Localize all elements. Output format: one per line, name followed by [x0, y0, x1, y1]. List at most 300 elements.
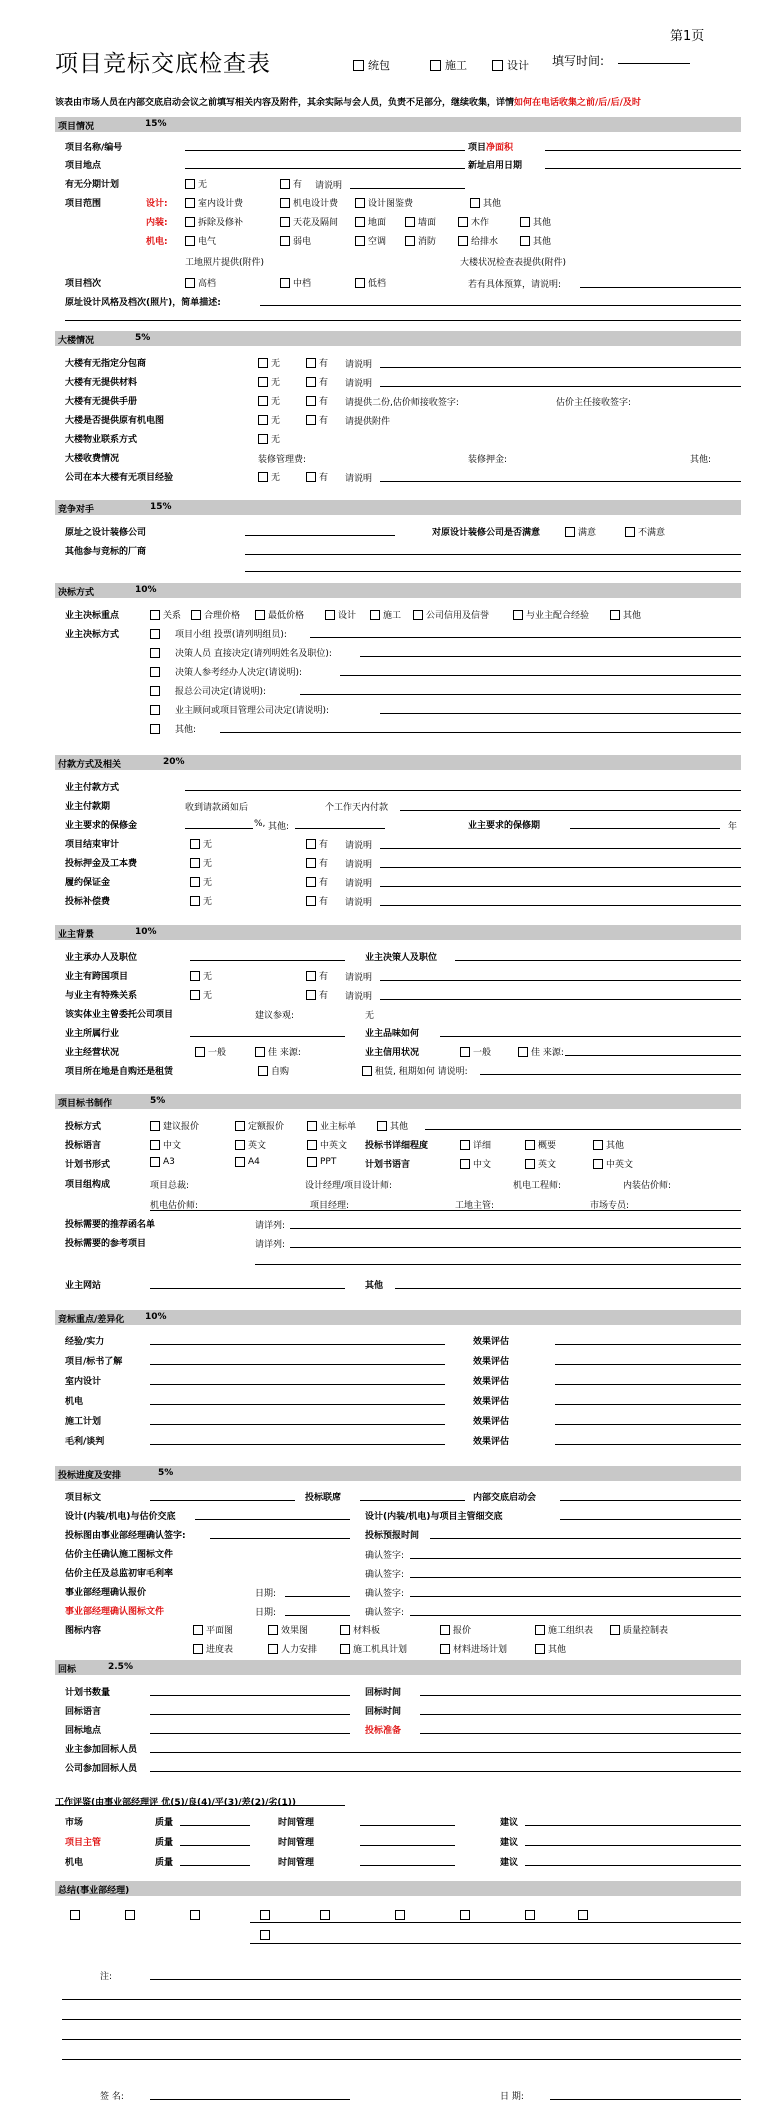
focus-2[interactable]: 合理价格 — [191, 608, 240, 621]
input-project-bid-doc[interactable] — [150, 1500, 295, 1501]
label-bid-language: 投标语言 — [65, 1141, 102, 1151]
label-project-name: 项目名称/编号 — [65, 143, 123, 153]
content-9[interactable]: 施工机具计划 — [340, 1642, 407, 1655]
input-plan-quantity[interactable] — [150, 1695, 350, 1696]
eval-row-market: 市场 — [65, 1818, 84, 1828]
building-r2-yes[interactable]: 有 — [306, 375, 328, 388]
input-design-detail-handover[interactable] — [560, 1519, 741, 1520]
scope-mep-2[interactable]: 弱电 — [280, 234, 311, 247]
method-2[interactable]: 决策人员 直接决定(请列明姓名及职位): — [150, 646, 332, 659]
input-owner-decision-maker[interactable] — [455, 960, 741, 961]
label-warranty: 业主要求的保修期 — [468, 821, 541, 831]
input-warranty[interactable] — [570, 828, 720, 829]
business-normal[interactable]: 一般 — [195, 1045, 226, 1058]
input-method-6[interactable] — [220, 732, 741, 733]
lang-en[interactable]: 英文 — [235, 1138, 266, 1151]
checkbox[interactable] — [430, 60, 441, 71]
format-a4[interactable]: A4 — [235, 1157, 260, 1167]
note-label: 注: — [100, 1972, 113, 1982]
type-option-construction[interactable]: 施工 — [430, 57, 467, 73]
focus-4[interactable]: 设计 — [325, 608, 356, 621]
scope-mep-3[interactable]: 空调 — [355, 234, 386, 247]
bond-yes[interactable]: 有 — [306, 875, 328, 888]
summary-check-5[interactable] — [320, 1910, 333, 1920]
payment-term-text-2: 个工作天内付款 — [325, 803, 389, 813]
confirm-sign-label: 确认签字: — [365, 1570, 405, 1580]
format-ppt[interactable]: PPT — [307, 1157, 336, 1167]
eval-row-mep: 机电 — [65, 1858, 84, 1868]
content-10[interactable]: 材料进场计划 — [440, 1642, 507, 1655]
content-5[interactable]: 施工组织表 — [535, 1623, 593, 1636]
relation-no[interactable]: 无 — [190, 988, 212, 1001]
input-estimator-sign[interactable] — [410, 1558, 741, 1559]
label-original-style: 原址设计风格及档次(照片)，简单描述: — [65, 298, 221, 308]
section-summary: 总结(事业部经理) — [55, 1881, 741, 1896]
label-plan-language: 计划书语言 — [365, 1160, 411, 1170]
input-retention-pct[interactable] — [185, 828, 253, 829]
input-mep-quality[interactable] — [180, 1865, 250, 1866]
note-line-3[interactable] — [62, 2019, 741, 2020]
summary-check-6[interactable] — [395, 1910, 408, 1920]
comp-yes[interactable]: 有 — [306, 894, 328, 907]
team-line — [150, 1210, 741, 1211]
fee-management: 装修管理费: — [258, 455, 307, 465]
label-phase-plan: 有无分期计划 — [65, 180, 120, 190]
input-deposit[interactable] — [380, 867, 741, 868]
content-7[interactable]: 进度表 — [193, 1642, 233, 1655]
checkbox[interactable] — [353, 60, 364, 71]
focus-5[interactable]: 施工 — [370, 608, 401, 621]
scope-design-label: 设计: — [146, 199, 168, 209]
input-relation[interactable] — [380, 999, 741, 1000]
input-pm-time[interactable] — [360, 1845, 455, 1846]
detail-full[interactable]: 详细 — [460, 1138, 491, 1151]
input-return-language[interactable] — [150, 1714, 350, 1715]
input-company-attendees[interactable] — [150, 1771, 741, 1772]
input-bond[interactable] — [380, 886, 741, 887]
input-building-r1[interactable] — [380, 367, 741, 368]
input-eval-5[interactable] — [555, 1424, 741, 1425]
summary-check-10[interactable] — [260, 1930, 273, 1940]
satisfied[interactable]: 满意 — [565, 525, 596, 538]
content-1[interactable]: 平面图 — [193, 1623, 233, 1636]
date-field[interactable] — [550, 2099, 741, 2100]
audit-no[interactable]: 无 — [190, 837, 212, 850]
input-budget[interactable] — [580, 287, 741, 288]
label-bid-type: 投标方式 — [65, 1122, 102, 1132]
multinational-no[interactable]: 无 — [190, 969, 212, 982]
building-r1-yes[interactable]: 有 — [306, 356, 328, 369]
bid-type-4[interactable]: 其他 — [377, 1119, 408, 1132]
label-owner-website: 业主网站 — [65, 1281, 102, 1291]
input-other-bidders-2[interactable] — [245, 571, 741, 572]
building-r7-no[interactable]: 无 — [258, 470, 280, 483]
label-quote-confirm: 事业部经理确认报价 — [65, 1588, 147, 1598]
section-bid-preparation: 项目标书制作 5% — [55, 1094, 741, 1109]
label-team: 项目组构成 — [65, 1180, 111, 1190]
input-method-1[interactable] — [310, 637, 741, 638]
label-award-method: 业主决标方式 — [65, 630, 120, 640]
plan-lang-en[interactable]: 英文 — [525, 1157, 556, 1170]
grade-low[interactable]: 低档 — [355, 276, 386, 289]
quality-label: 质量 — [155, 1818, 174, 1828]
section-competitors: 竞争对手 15% — [55, 500, 741, 515]
explain-label: 请说明 — [345, 860, 373, 870]
time-mgmt-label: 时间管理 — [278, 1838, 315, 1848]
page-number: 第1页 — [670, 29, 705, 44]
scope-inner-1[interactable]: 拆除及修补 — [185, 215, 243, 228]
deposit-yes[interactable]: 有 — [306, 856, 328, 869]
type-option-design[interactable]: 设计 — [492, 57, 529, 73]
input-net-area[interactable] — [545, 150, 741, 151]
rent-option[interactable]: 租赁, 租期如何 请说明: — [362, 1064, 468, 1077]
input-rent-term[interactable] — [480, 1074, 741, 1075]
label-construction-plan: 施工计划 — [65, 1417, 102, 1427]
deposit-no[interactable]: 无 — [190, 856, 212, 869]
building-r4-yes[interactable]: 有 — [306, 413, 328, 426]
label-project-understanding: 项目/标书了解 — [65, 1357, 123, 1367]
eval-label: 效果评估 — [473, 1437, 510, 1447]
label-recommendation-list: 投标需要的推荐函名单 — [65, 1220, 156, 1230]
label-kickoff: 内部交底启动会 — [473, 1493, 537, 1503]
input-comp[interactable] — [380, 905, 741, 906]
label-interior-design: 室内设计 — [65, 1377, 102, 1387]
input-bid-doc-date[interactable] — [285, 1615, 350, 1616]
scope-design-4[interactable]: 其他 — [470, 196, 501, 209]
suggestion-label: 建议 — [500, 1818, 519, 1828]
summary-check-4[interactable] — [260, 1910, 273, 1920]
fee-other: 其他: — [690, 455, 712, 465]
section-evaluation-underline — [55, 1805, 345, 1806]
label-bid-doc-confirm: 事业部经理确认图标文件 — [65, 1607, 165, 1617]
lang-cn-en[interactable]: 中英文 — [307, 1138, 347, 1151]
focus-1[interactable]: 关系 — [150, 608, 181, 621]
input-project-name[interactable] — [185, 150, 465, 151]
input-return-time[interactable] — [420, 1695, 741, 1696]
building-r1-no[interactable]: 无 — [258, 356, 280, 369]
scope-inner-4[interactable]: 墙面 — [405, 215, 436, 228]
lang-cn[interactable]: 中文 — [150, 1138, 181, 1151]
label-estimator-confirm: 估价主任确认施工图标文件 — [65, 1550, 174, 1560]
visit-suggestion: 建议参观: — [255, 1011, 295, 1021]
page-title: 项目竞标交底检查表 — [55, 51, 271, 77]
input-margin[interactable] — [150, 1444, 445, 1445]
summary-check-9[interactable] — [578, 1910, 591, 1920]
business-good[interactable]: 佳 来源: — [255, 1045, 301, 1058]
content-4[interactable]: 报价 — [440, 1623, 471, 1636]
summary-check-7[interactable] — [460, 1910, 473, 1920]
input-original-style[interactable] — [260, 305, 741, 306]
label-design-detail-handover: 设计(内装/机电)与项目主管细交底 — [365, 1512, 503, 1522]
label-award-focus: 业主决标重点 — [65, 611, 120, 621]
fill-time-field[interactable] — [618, 63, 690, 64]
content-3[interactable]: 材料板 — [340, 1623, 380, 1636]
building-r4-no[interactable]: 无 — [258, 413, 280, 426]
input-design-handover[interactable] — [195, 1519, 350, 1520]
input-multinational[interactable] — [380, 980, 741, 981]
label-own-or-rent: 项目所在地是自购还是租赁 — [65, 1067, 174, 1077]
label-project-scope: 项目范围 — [65, 199, 102, 209]
phase-plan-yes[interactable]: 有 — [280, 177, 302, 190]
scope-design-3[interactable]: 设计图鉴费 — [355, 196, 413, 209]
team-inner-estimator: 内装估价师: — [623, 1181, 672, 1191]
note-line-1[interactable] — [150, 1979, 741, 1980]
input-credit-source[interactable] — [565, 1055, 741, 1056]
label-owner-attendees: 业主参加回标人员 — [65, 1745, 138, 1755]
input-other-bidders[interactable] — [245, 554, 741, 555]
explain-label: 请详列: — [255, 1240, 286, 1250]
payment-term-text-1: 收到请款函如后 — [185, 803, 249, 813]
input-payment-term[interactable] — [400, 810, 741, 811]
own-option[interactable]: 自购 — [258, 1064, 289, 1077]
scope-inner-5[interactable]: 木作 — [458, 215, 489, 228]
input-quote-date[interactable] — [285, 1596, 350, 1597]
section-owner-background: 业主背景 10% — [55, 925, 741, 940]
format-a3[interactable]: A3 — [150, 1157, 175, 1167]
team-mep-engineer: 机电工程师: — [513, 1181, 562, 1191]
input-kickoff[interactable] — [560, 1500, 741, 1501]
label-experience: 经验/实力 — [65, 1337, 105, 1347]
label-net-area: 项目净面积 — [468, 143, 514, 153]
team-pm: 项目总裁: — [150, 1181, 190, 1191]
bid-type-2[interactable]: 定额报价 — [235, 1119, 284, 1132]
scope-design-1[interactable]: 室内设计费 — [185, 196, 243, 209]
credit-good[interactable]: 佳 来源: — [518, 1045, 564, 1058]
date-label: 日期: — [255, 1608, 277, 1618]
input-owner-website[interactable] — [150, 1288, 345, 1289]
input-website-other[interactable] — [395, 1288, 741, 1289]
content-11[interactable]: 其他 — [535, 1642, 566, 1655]
scope-mep-1[interactable]: 电气 — [185, 234, 216, 247]
method-1[interactable]: 项目小组 投票(请列明组员): — [150, 627, 287, 640]
audit-yes[interactable]: 有 — [306, 837, 328, 850]
input-eval-4[interactable] — [555, 1404, 741, 1405]
input-mep-suggestion[interactable] — [525, 1865, 741, 1866]
input-construction-plan[interactable] — [150, 1424, 445, 1425]
building-r5-no[interactable]: 无 — [258, 432, 280, 445]
label-project-location: 项目地点 — [65, 161, 102, 171]
scope-inner-label: 内装: — [146, 218, 168, 228]
summary-check-8[interactable] — [525, 1910, 538, 1920]
input-recommendation[interactable] — [290, 1228, 741, 1229]
plan-lang-cn-en[interactable]: 中英文 — [593, 1157, 633, 1170]
input-mep[interactable] — [150, 1404, 445, 1405]
input-owner-taste[interactable] — [440, 1036, 741, 1037]
input-bid-liaison[interactable] — [360, 1500, 465, 1501]
input-project-location[interactable] — [185, 168, 465, 169]
input-phase-plan-explain[interactable] — [350, 188, 465, 189]
summary-line-2 — [250, 1943, 741, 1944]
not-satisfied[interactable]: 不满意 — [625, 525, 665, 538]
bid-type-1[interactable]: 建议报价 — [150, 1119, 199, 1132]
content-8[interactable]: 人力安排 — [268, 1642, 317, 1655]
bond-no[interactable]: 无 — [190, 875, 212, 888]
building-r3-yes[interactable]: 有 — [306, 394, 328, 407]
input-reference-projects-2[interactable] — [255, 1264, 741, 1265]
input-audit[interactable] — [380, 848, 741, 849]
explain-label: 请说明 — [345, 474, 373, 484]
label-bid-liaison: 投标联席 — [305, 1493, 342, 1503]
team-site-supervisor: 工地主管: — [455, 1201, 495, 1211]
input-market-quality[interactable] — [180, 1825, 250, 1826]
content-6[interactable]: 质量控制表 — [610, 1623, 668, 1636]
input-eval-3[interactable] — [555, 1384, 741, 1385]
label-building-materials: 大楼有无提供材料 — [65, 378, 138, 388]
input-owner-industry[interactable] — [190, 1036, 345, 1037]
label-company-attendees: 公司参加回标人员 — [65, 1764, 138, 1774]
label-bid-prep-time: 投标预报时间 — [365, 1531, 420, 1541]
section-award-method: 决标方式 10% — [55, 583, 741, 598]
input-new-site-date[interactable] — [545, 168, 741, 169]
quality-label: 质量 — [155, 1838, 174, 1848]
confirm-sign-label: 确认签字: — [365, 1589, 405, 1599]
label-design-handover: 设计(内装/机电)与估价交底 — [65, 1512, 176, 1522]
intro-text: 该表由市场人员在内部交底启动会议之前填写相关内容及附件，其余实际与会人员，负责不足部分，继续收集，详情如何在电话收集之前/后/后/及时 — [55, 98, 641, 108]
label-project-bid-doc: 项目标文 — [65, 1493, 102, 1503]
input-payment-method[interactable] — [185, 790, 741, 791]
input-margin-sign[interactable] — [410, 1577, 741, 1578]
grade-high[interactable]: 高档 — [185, 276, 216, 289]
scope-design-2[interactable]: 机电设计费 — [280, 196, 338, 209]
method-3[interactable]: 决策人参考经办人决定(请说明): — [150, 665, 302, 678]
scope-mep-6[interactable]: 其他 — [520, 234, 551, 247]
detail-other[interactable]: 其他 — [593, 1138, 624, 1151]
input-bid-preparation[interactable] — [420, 1733, 741, 1734]
label-return-time: 回标时间 — [365, 1688, 402, 1698]
input-owner-attendees[interactable] — [150, 1752, 741, 1753]
phase-plan-no[interactable]: 无 — [185, 177, 207, 190]
eval-row-pm: 项目主管 — [65, 1838, 102, 1848]
label-mep: 机电 — [65, 1397, 84, 1407]
comp-no[interactable]: 无 — [190, 894, 212, 907]
section-schedule: 投标进度及安排 5% — [55, 1466, 741, 1481]
label-return-language: 回标语言 — [65, 1707, 102, 1717]
label-payment-method: 业主付款方式 — [65, 783, 120, 793]
input-return-time-2[interactable] — [420, 1714, 741, 1715]
type-option-turnkey[interactable]: 统包 — [353, 57, 390, 73]
input-retention-other[interactable] — [295, 828, 385, 829]
confirm-sign-label: 确认签字: — [365, 1551, 405, 1561]
summary-check-2[interactable] — [125, 1910, 138, 1920]
multinational-yes[interactable]: 有 — [306, 969, 328, 982]
label-reference-projects: 投标需要的参考项目 — [65, 1239, 147, 1249]
input-pm-quality[interactable] — [180, 1845, 250, 1846]
label-plan-quantity: 计划书数量 — [65, 1688, 111, 1698]
label-owner-business: 业主经营状况 — [65, 1048, 120, 1058]
building-r3-no[interactable]: 无 — [258, 394, 280, 407]
input-project-understanding[interactable] — [150, 1364, 445, 1365]
label-bid-preparation: 投标准备 — [365, 1726, 402, 1736]
building-r2-no[interactable]: 无 — [258, 375, 280, 388]
input-mep-time[interactable] — [360, 1865, 455, 1866]
method-4[interactable]: 报总公司决定(请说明): — [150, 684, 266, 697]
focus-3[interactable]: 最低价格 — [255, 608, 304, 621]
input-eval-1[interactable] — [555, 1344, 741, 1345]
section-payment: 付款方式及相关 20% — [55, 755, 741, 770]
input-method-4[interactable] — [300, 694, 741, 695]
label-contractor-satisfaction: 对原设计装修公司是否满意 — [432, 528, 541, 538]
summary-check-1[interactable] — [70, 1910, 83, 1920]
detail-summary[interactable]: 概要 — [525, 1138, 556, 1151]
signature-field[interactable] — [150, 2099, 350, 2100]
input-market-time[interactable] — [360, 1825, 455, 1826]
label-original-contractor: 原址之设计装修公司 — [65, 528, 147, 538]
building-r3-extra2: 估价主任接收签字: — [556, 398, 632, 408]
input-owner-contact[interactable] — [190, 960, 345, 961]
input-interior-design[interactable] — [150, 1384, 445, 1385]
summary-line-1 — [250, 1922, 741, 1923]
input-bid-doc-sign[interactable] — [410, 1615, 741, 1616]
scope-inner-2[interactable]: 天花及隔间 — [280, 215, 338, 228]
input-method-2[interactable] — [360, 656, 741, 657]
section-bid-return: 回标 2.5% — [55, 1660, 741, 1675]
label-building-manual: 大楼有无提供手册 — [65, 397, 138, 407]
scope-mep-5[interactable]: 给排水 — [458, 234, 498, 247]
note-line-5[interactable] — [62, 2059, 741, 2060]
method-5[interactable]: 业主顾问或项目管理公司决定(请说明): — [150, 703, 329, 716]
summary-check-3[interactable] — [190, 1910, 203, 1920]
input-method-5[interactable] — [380, 713, 741, 714]
input-eval-2[interactable] — [555, 1364, 741, 1365]
label-bid-detail: 投标书详细程度 — [365, 1141, 429, 1151]
label-return-time-2: 回标时间 — [365, 1707, 402, 1717]
section-evaluation-title: 工作评鉴(由事业部经理评 优(5)/良(4)/平(3)/差(2)/劣(1)) — [55, 1798, 296, 1808]
input-experience[interactable] — [150, 1344, 445, 1345]
plan-lang-cn[interactable]: 中文 — [460, 1157, 491, 1170]
label-owner-credit: 业主信用状况 — [365, 1048, 420, 1058]
focus-8[interactable]: 其他 — [610, 608, 641, 621]
credit-normal[interactable]: 一般 — [460, 1045, 491, 1058]
fill-time-label: 填写时间: — [552, 54, 605, 68]
eval-label: 效果评估 — [473, 1417, 510, 1427]
label-previous-projects: 该实体业主曾委托公司项目 — [65, 1010, 174, 1020]
input-drawing-confirm[interactable] — [210, 1538, 350, 1539]
input-reference-projects[interactable] — [290, 1247, 741, 1248]
content-2[interactable]: 效果图 — [268, 1623, 308, 1636]
input-bid-type-other[interactable] — [425, 1129, 741, 1130]
input-building-r7[interactable] — [380, 481, 741, 482]
method-6[interactable]: 其他: — [150, 722, 196, 735]
grade-mid[interactable]: 中档 — [280, 276, 311, 289]
checkbox[interactable] — [492, 60, 503, 71]
relation-yes[interactable]: 有 — [306, 988, 328, 1001]
warranty-year: 年 — [728, 822, 738, 832]
team-designer: 设计经理/项目设计师: — [305, 1181, 393, 1191]
input-eval-6[interactable] — [555, 1444, 741, 1445]
input-market-suggestion[interactable] — [525, 1825, 741, 1826]
scope-inner-6[interactable]: 其他 — [520, 215, 551, 228]
scope-mep-4[interactable]: 消防 — [405, 234, 436, 247]
input-quote-sign[interactable] — [410, 1596, 741, 1597]
input-original-contractor[interactable] — [245, 535, 395, 536]
input-pm-suggestion[interactable] — [525, 1845, 741, 1846]
label-bid-compensation: 投标补偿费 — [65, 897, 111, 907]
input-building-r2[interactable] — [380, 386, 741, 387]
label-new-site-date: 新址启用日期 — [468, 161, 523, 171]
input-method-3[interactable] — [340, 675, 741, 676]
input-bid-prep-time[interactable] — [430, 1538, 741, 1539]
building-r7-yes[interactable]: 有 — [306, 470, 328, 483]
input-original-style-2[interactable] — [65, 320, 741, 321]
input-return-location[interactable] — [150, 1733, 350, 1734]
note-line-4[interactable] — [62, 2039, 741, 2040]
explain-label: 请说明 — [315, 181, 343, 191]
focus-6[interactable]: 公司信用及信誉 — [413, 608, 489, 621]
scope-inner-3[interactable]: 地面 — [355, 215, 386, 228]
bid-type-3[interactable]: 业主标单 — [307, 1119, 356, 1132]
note-line-2[interactable] — [62, 1999, 741, 2000]
focus-7[interactable]: 与业主配合经验 — [513, 608, 589, 621]
